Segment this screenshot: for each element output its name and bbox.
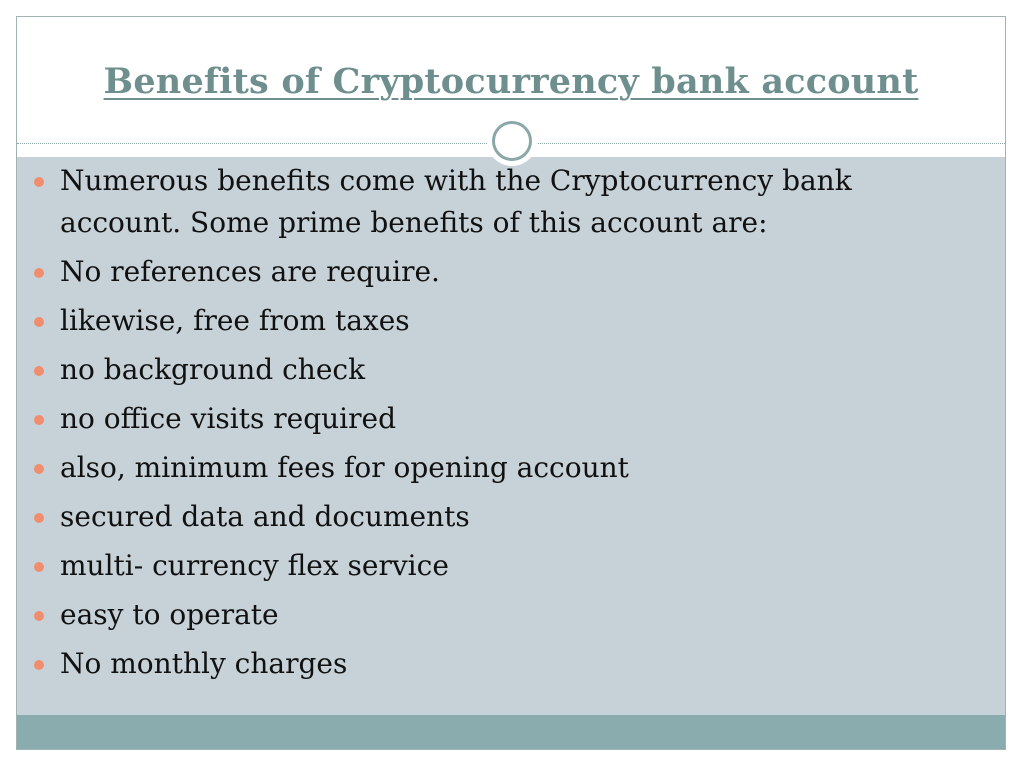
bullet-list	[30, 160, 950, 692]
bullet-item	[30, 496, 950, 538]
bullet-text: No monthly charges	[60, 647, 348, 680]
bullet-item	[30, 160, 950, 244]
footer-band	[17, 715, 1005, 750]
bullet-item	[30, 398, 950, 440]
bullet-item	[30, 594, 950, 636]
bullet-text: secured data and documents	[60, 500, 470, 533]
bullet-text: likewise, free from taxes	[60, 304, 410, 337]
bullet-dot-icon	[34, 513, 44, 523]
bullet-text: No references are require.	[60, 255, 440, 288]
bullet-dot-icon	[34, 611, 44, 621]
bullet-item	[30, 251, 950, 293]
bullet-item	[30, 447, 950, 489]
bullet-dot-icon	[34, 464, 44, 474]
bullet-dot-icon	[34, 415, 44, 425]
bullet-item	[30, 643, 950, 685]
bullet-dot-icon	[34, 317, 44, 327]
bullet-text: no background check	[60, 353, 366, 386]
bullet-text: easy to operate	[60, 598, 279, 631]
bullet-text: also, minimum fees for opening account	[60, 451, 629, 484]
bullet-text: Numerous benefits come with the Cryptocurrency bank account. Some prime benefits of this account are:	[60, 164, 852, 239]
bullet-dot-icon	[34, 177, 44, 187]
circle-ornament-icon	[487, 116, 537, 166]
bullet-dot-icon	[34, 366, 44, 376]
bullet-text: no office visits required	[60, 402, 397, 435]
bullet-dot-icon	[34, 268, 44, 278]
bullet-item	[30, 300, 950, 342]
bullet-item	[30, 545, 950, 587]
slide-title: Benefits of Cryptocurrency bank account	[103, 61, 919, 102]
ornament-ring	[492, 121, 532, 161]
bullet-dot-icon	[34, 562, 44, 572]
bullet-item	[30, 349, 950, 391]
bullet-text: multi- currency flex service	[60, 549, 449, 582]
bullet-dot-icon	[34, 660, 44, 670]
